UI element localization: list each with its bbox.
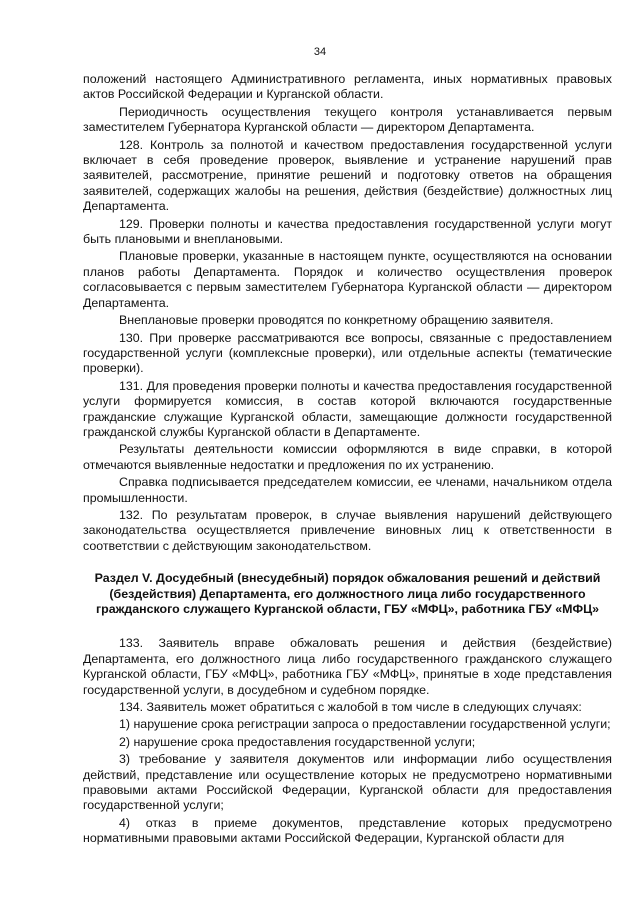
section-heading: Раздел V. Досудебный (внесудебный) порядок обжалования решений и действий (бездействия) Департамента, его должностного лица либо государственного гражданского служащего Курганской области, ГБУ «МФЦ», работника ГБУ «МФЦ» xyxy=(94,571,601,616)
list-item: 3) требование у заявителя документов или информации либо осуществления действий, представление или осуществление которых не предусмотрено нормативными правовыми актами Российской Федерации, Курганской области для предоставления государственной услуги; xyxy=(83,752,612,813)
paragraph: Плановые проверки, указанные в настоящем пункте, осуществляются на основании планов работы Департамента. Порядок и количество осуществления проверок согласовывается с первым заместителем Губернатора Курганской области — директором Департамента. xyxy=(83,249,612,310)
paragraph-130: 130. При проверке рассматриваются все вопросы, связанные с предоставлением государственной услуги (комплексные проверки), или отдельные аспекты (тематические проверки). xyxy=(83,330,612,376)
document-body xyxy=(83,72,612,847)
list-item: 4) отказ в приеме документов, представление которых предусмотрено нормативными правовыми актами Российской Федерации, Курганской области для xyxy=(83,815,612,846)
paragraph-131: 131. Для проведения проверки полноты и качества предоставления государственной услуги формируется комиссия, в состав которой включаются государственные гражданские служащие Курганской области, замещающие должности государственной гражданской службы Курганской области в Департаменте. xyxy=(83,378,612,439)
list-item: 2) нарушение срока предоставления государственной услуги; xyxy=(119,734,476,749)
paragraph-132: 132. По результатам проверок, в случае выявления нарушений действующего законодательства осуществляется привлечение виновных лиц к ответственности в соответствии с действующим законодательством. xyxy=(83,507,612,553)
paragraph-128: 128. Контроль за полнотой и качеством предоставления государственной услуги включает в себя проведение проверок, выявление и устранение нарушений прав заявителей, рассмотрение, принятие решений и подготовку ответов на обращения заявителей, содержащих жалобы на решения, действия (бездействие) должностных лиц Департамента. xyxy=(83,137,612,214)
page-number: 34 xyxy=(313,46,327,58)
paragraph-129: 129. Проверки полноты и качества предоставления государственной услуги могут быть плановыми и внеплановыми. xyxy=(83,216,612,247)
paragraph-134: 134. Заявитель может обратиться с жалобой в том числе в следующих случаях: xyxy=(119,700,582,715)
paragraph: Результаты деятельности комиссии оформляются в виде справки, в которой отмечаются выявленные недостатки и предложения по их устранению. xyxy=(83,442,612,472)
paragraph: Внеплановые проверки проводятся по конкретному обращению заявителя. xyxy=(119,313,554,328)
paragraph: Периодичность осуществления текущего контроля устанавливается первым заместителем Губернатора Курганской области — директором Департамента. xyxy=(83,104,612,135)
paragraph: положений настоящего Административного регламента, иных нормативных правовых актов Российской Федерации и Курганской области. xyxy=(83,72,612,102)
paragraph: Справка подписывается председателем комиссии, ее членами, начальником отдела промышленности. xyxy=(83,475,612,505)
paragraph-133: 133. Заявитель вправе обжаловать решения и действия (бездействие) Департамента, его должностного лица либо государственного гражданского служащего Курганской области, ГБУ «МФЦ», работника ГБУ «МФЦ», принятые в ходе представления государственной услуги, в досудебном и судебном порядке. xyxy=(83,636,612,697)
list-item: 1) нарушение срока регистрации запроса о предоставлении государственной услуги; xyxy=(119,717,611,732)
